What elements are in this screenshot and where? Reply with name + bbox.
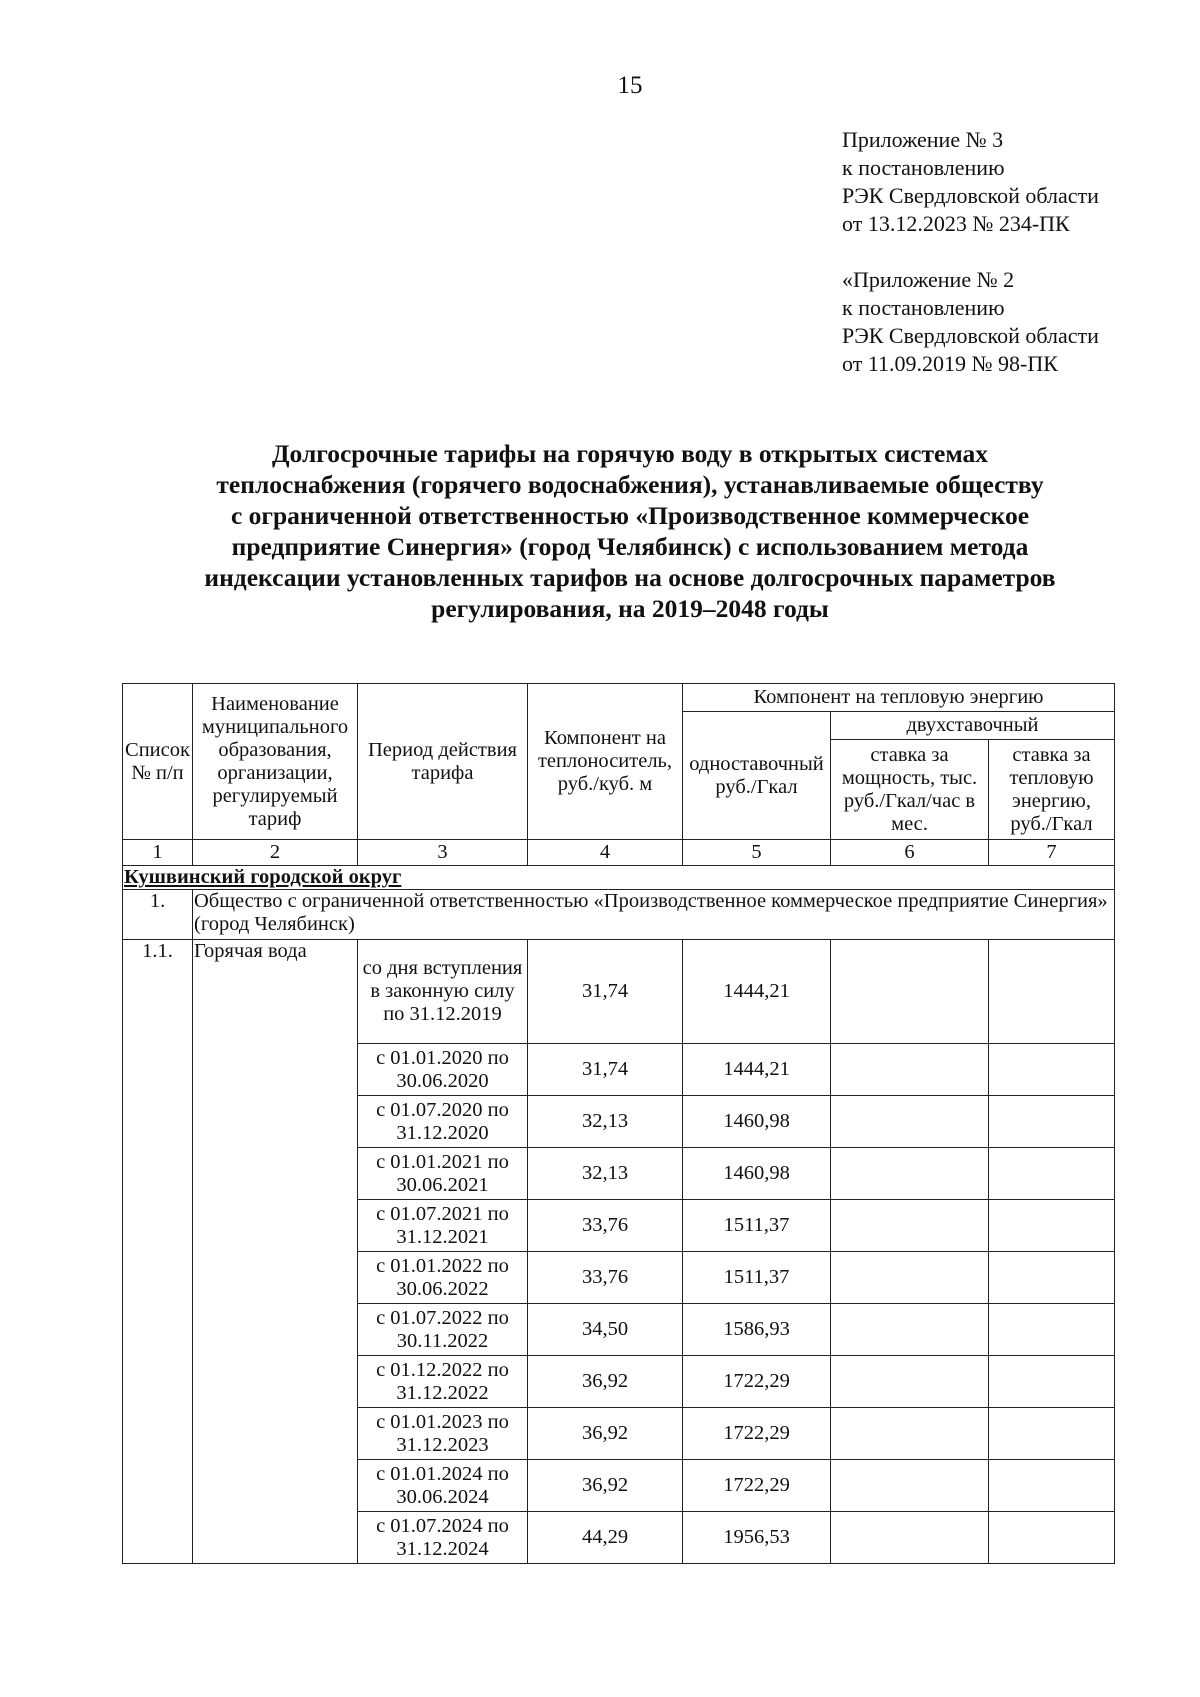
header-row [123, 684, 1115, 712]
column-number: 7 [989, 840, 1115, 866]
carrier-cell: 34,50 [528, 1304, 683, 1356]
approval-block-appendix-3 [842, 126, 1099, 238]
single-rate-cell: 1460,98 [683, 1148, 831, 1200]
header-double-rate-group: двухставочный [831, 712, 1115, 740]
single-rate-cell: 1460,98 [683, 1096, 831, 1148]
header-single-rate: одноставочный руб./Гкал [683, 712, 831, 840]
header-period: Период действия тарифа [358, 684, 528, 840]
carrier-cell: 44,29 [528, 1512, 683, 1564]
item-number: 1.1. [123, 940, 193, 1564]
tariff-row [123, 940, 1115, 1044]
approval-line: к постановлению [842, 295, 1005, 320]
period-cell: с 01.07.2022 по 30.11.2022 [358, 1304, 528, 1356]
carrier-cell: 36,92 [528, 1460, 683, 1512]
capacity-rate-cell [831, 1252, 989, 1304]
carrier-cell: 33,76 [528, 1200, 683, 1252]
energy-rate-cell [989, 1512, 1115, 1564]
energy-rate-cell [989, 1200, 1115, 1252]
capacity-rate-cell [831, 940, 989, 1044]
energy-rate-cell [989, 1044, 1115, 1096]
column-number: 6 [831, 840, 989, 866]
single-rate-cell: 1722,29 [683, 1460, 831, 1512]
capacity-rate-cell [831, 1304, 989, 1356]
approval-line: к постановлению [842, 155, 1005, 180]
capacity-rate-cell [831, 1148, 989, 1200]
energy-rate-cell [989, 1356, 1115, 1408]
single-rate-cell: 1511,37 [683, 1200, 831, 1252]
org-number: 1. [123, 890, 193, 940]
approval-line: РЭК Свердловской области [842, 323, 1099, 348]
document-title [130, 438, 1130, 624]
section-row [123, 866, 1115, 890]
energy-rate-cell [989, 1148, 1115, 1200]
carrier-cell: 36,92 [528, 1356, 683, 1408]
column-number: 5 [683, 840, 831, 866]
single-rate-cell: 1444,21 [683, 940, 831, 1044]
capacity-rate-cell [831, 1096, 989, 1148]
period-cell: с 01.07.2021 по 31.12.2021 [358, 1200, 528, 1252]
period-cell: с 01.01.2021 по 30.06.2021 [358, 1148, 528, 1200]
carrier-cell: 32,13 [528, 1148, 683, 1200]
period-cell: с 01.01.2020 по 30.06.2020 [358, 1044, 528, 1096]
single-rate-cell: 1956,53 [683, 1512, 831, 1564]
period-cell: с 01.01.2022 по 30.06.2022 [358, 1252, 528, 1304]
approval-line: от 13.12.2023 № 234-ПК [842, 211, 1070, 236]
energy-rate-cell [989, 1096, 1115, 1148]
title-line: Долгосрочные тарифы на горячую воду в открытых системах [271, 439, 989, 468]
single-rate-cell: 1722,29 [683, 1408, 831, 1460]
header-list-number: Список № п/п [123, 684, 193, 840]
org-name: Общество с ограниченной ответственностью «Производственное коммерческое предприятие Синергия» (город Челябинск) [193, 890, 1115, 940]
column-number: 1 [123, 840, 193, 866]
energy-rate-cell [989, 1304, 1115, 1356]
single-rate-cell: 1586,93 [683, 1304, 831, 1356]
period-cell: с 01.01.2023 по 31.12.2023 [358, 1408, 528, 1460]
carrier-cell: 33,76 [528, 1252, 683, 1304]
header-capacity-rate: ставка за мощность, тыс. руб./Гкал/час в мес. [831, 740, 989, 840]
approval-line: РЭК Свердловской области [842, 183, 1099, 208]
header-energy-rate: ставка за тепловую энергию, руб./Гкал [989, 740, 1115, 840]
carrier-cell: 31,74 [528, 940, 683, 1044]
carrier-cell: 36,92 [528, 1408, 683, 1460]
header-name: Наименование муниципального образования, организации, регулируемый тариф [193, 684, 358, 840]
capacity-rate-cell [831, 1408, 989, 1460]
section-label: Кушвинский городской округ [123, 866, 1115, 890]
period-cell: с 01.07.2020 по 31.12.2020 [358, 1096, 528, 1148]
capacity-rate-cell [831, 1044, 989, 1096]
column-number: 2 [193, 840, 358, 866]
period-cell: со дня вступления в законную силу по 31.12.2019 [358, 940, 528, 1044]
capacity-rate-cell [831, 1460, 989, 1512]
organization-row [123, 890, 1115, 940]
header-energy-group: Компонент на тепловую энергию [683, 684, 1115, 712]
title-line: регулирования, на 2019–2048 годы [431, 594, 829, 623]
energy-rate-cell [989, 1408, 1115, 1460]
carrier-cell: 31,74 [528, 1044, 683, 1096]
carrier-cell: 32,13 [528, 1096, 683, 1148]
column-number: 4 [528, 840, 683, 866]
column-number: 3 [358, 840, 528, 866]
header-carrier: Компонент на теплоноситель, руб./куб. м [528, 684, 683, 840]
page-number: 15 [617, 72, 643, 99]
period-cell: с 01.07.2024 по 31.12.2024 [358, 1512, 528, 1564]
energy-rate-cell [989, 1460, 1115, 1512]
energy-rate-cell [989, 940, 1115, 1044]
approval-line: Приложение № 3 [842, 127, 1004, 152]
item-name: Горячая вода [193, 940, 358, 1564]
title-line: теплоснабжения (горячего водоснабжения), устанавливаемые обществу [216, 470, 1044, 499]
single-rate-cell: 1444,21 [683, 1044, 831, 1096]
approval-line: «Приложение № 2 [842, 267, 1015, 292]
capacity-rate-cell [831, 1356, 989, 1408]
single-rate-cell: 1511,37 [683, 1252, 831, 1304]
tariff-table [122, 683, 1115, 1564]
column-numbers-row [123, 840, 1115, 866]
approval-block-appendix-2 [842, 266, 1099, 378]
period-cell: с 01.12.2022 по 31.12.2022 [358, 1356, 528, 1408]
energy-rate-cell [989, 1252, 1115, 1304]
single-rate-cell: 1722,29 [683, 1356, 831, 1408]
capacity-rate-cell [831, 1512, 989, 1564]
title-line: с ограниченной ответственностью «Производственное коммерческое [230, 501, 1030, 530]
capacity-rate-cell [831, 1200, 989, 1252]
title-line: индексации установленных тарифов на основе долгосрочных параметров [204, 563, 1056, 592]
period-cell: с 01.01.2024 по 30.06.2024 [358, 1460, 528, 1512]
title-line: предприятие Синергия» (город Челябинск) с использованием метода [231, 532, 1029, 561]
approval-line: от 11.09.2019 № 98-ПК [842, 351, 1058, 376]
